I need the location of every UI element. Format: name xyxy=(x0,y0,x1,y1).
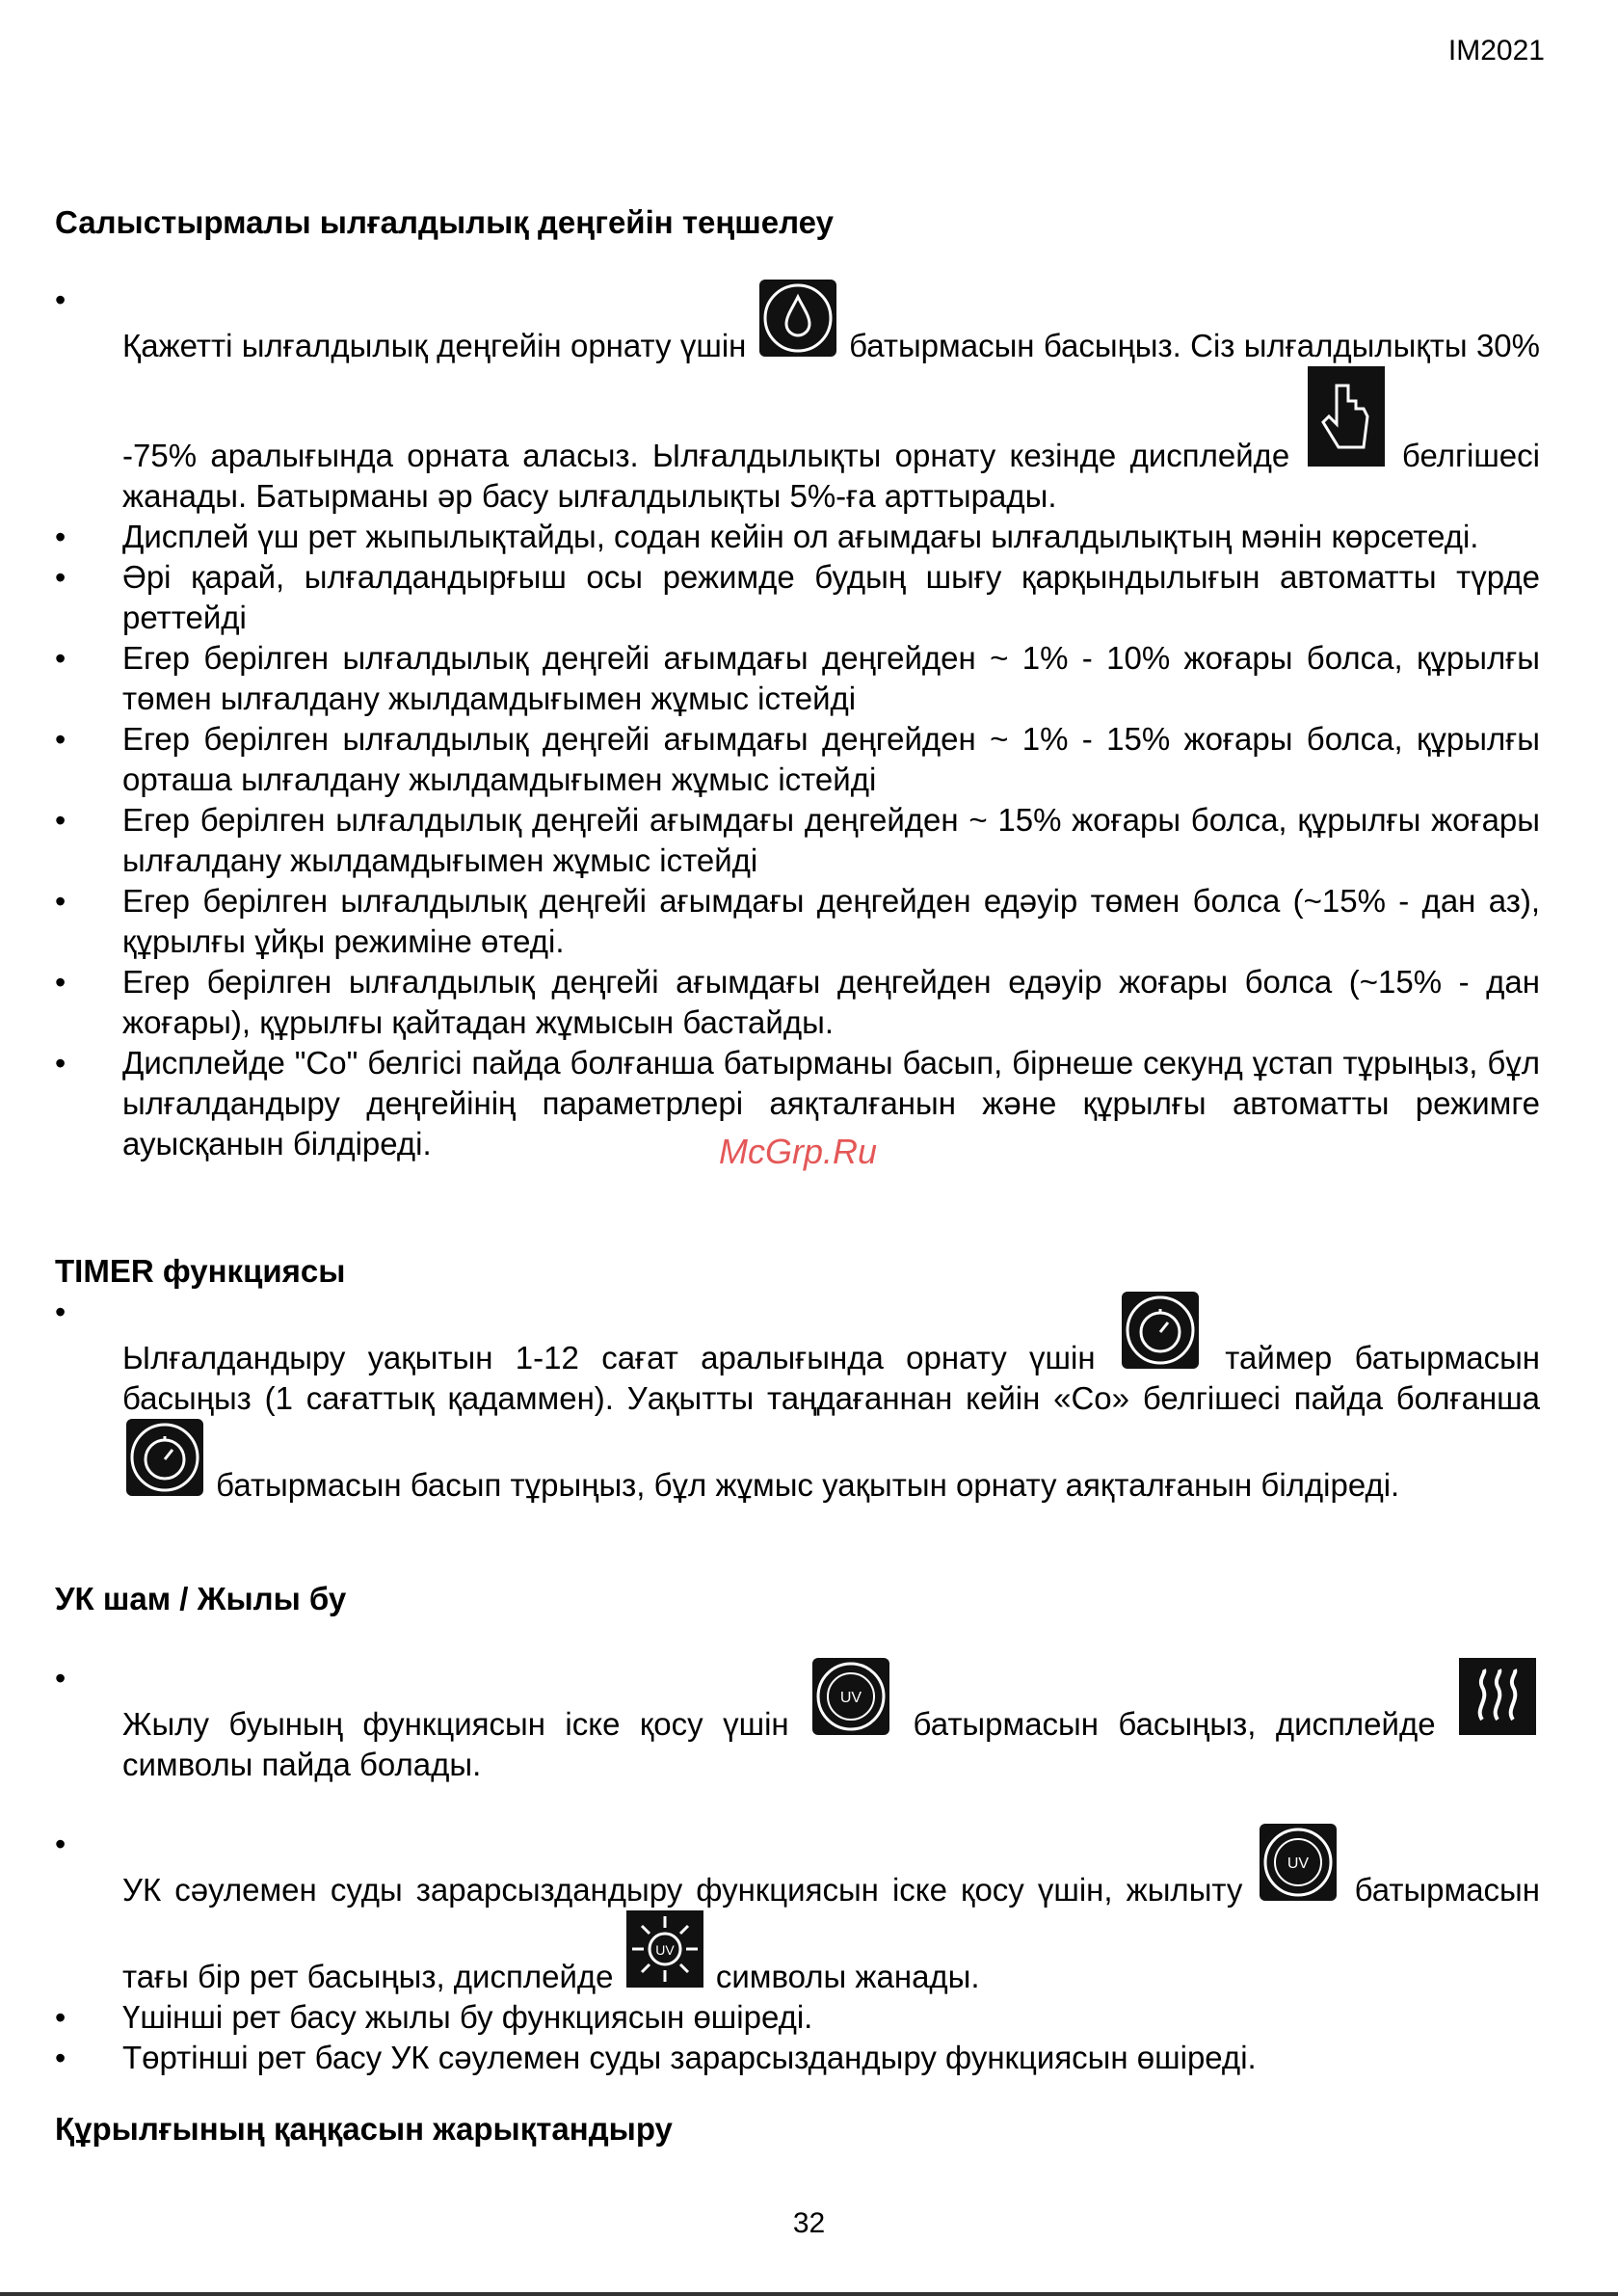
list-item: • Егер берілген ылғалдылық деңгейі ағымдағы деңгейден ~ 15% жоғары болса, құрылғы жоғары ылғалдану жылдамдығымен жұмыс істейді xyxy=(55,800,1540,881)
list-item: • Жылу буының функциясын іске қосу үшін UV батырмасын басыңыз, дисплейде символы пайда болады. xyxy=(55,1658,1540,1785)
list-item: • УК сәулемен суды зарарсыздандыру функциясын іске қосу үшін, жылыту UV батырмасын тағы бір рет басыңыз, дисплейде UV символы жанады. xyxy=(55,1824,1540,1997)
uv-heading: УК шам / Жылы бу xyxy=(55,1581,347,1616)
model-number: IM2021 xyxy=(1447,35,1545,67)
lighting-heading: Құрылғының қаңқасын жарықтандыру xyxy=(55,2111,673,2147)
humidity-section xyxy=(55,280,1540,1164)
list-item: • Үшінші рет басу жылы бу функциясын өшіреді. xyxy=(55,1997,1540,2038)
page-number: 32 xyxy=(792,2207,826,2239)
uv-button-icon xyxy=(1260,1824,1337,1901)
list-item: • Төртінші рет басу УК сәулемен суды зарарсыздандыру функциясын өшіреді. xyxy=(55,2038,1540,2078)
uv-section xyxy=(55,1658,1540,2078)
list-item: • Қажетті ылғалдылық деңгейін орнату үшін батырмасын басыңыз. Сіз ылғалдылықты 30% -75% аралығында орната аласыз. Ылғалдылықты орнату кезінде дисплейде белгішесі жанады. Батырманы әр басу ылғалдылықты 5%-ға арттырады. xyxy=(55,280,1540,517)
hand-pointer-icon xyxy=(1308,366,1385,467)
svg-text:UV: UV xyxy=(839,1690,862,1706)
droplet-button-icon xyxy=(759,280,836,357)
list-item: • Егер берілген ылғалдылық деңгейі ағымдағы деңгейден едәуір төмен болса (~15% - дан аз), құрылғы ұйқы режиміне өтеді. xyxy=(55,881,1540,962)
list-item: • Дисплейде "Co" белгісі пайда болғанша батырманы басып, бірнеше секунд ұстап тұрыңыз, бұл ылғалдандыру деңгейінің параметрлері аяқталғанын және құрылғы автоматты режимге ауысқанын білдіреді. xyxy=(55,1043,1540,1164)
footer-rule xyxy=(0,2292,1618,2296)
svg-text:UV: UV xyxy=(1287,1855,1310,1872)
timer-section xyxy=(55,1292,1540,1506)
list-item: • Егер берілген ылғалдылық деңгейі ағымдағы деңгейден ~ 1% - 10% жоғары болса, құрылғы төмен ылғалдану жылдамдығымен жұмыс істейді xyxy=(55,638,1540,719)
svg-text:UV: UV xyxy=(654,1942,675,1958)
list-item: • Егер берілген ылғалдылық деңгейі ағымдағы деңгейден едәуір жоғары болса (~15% - дан жоғары), құрылғы қайтадан жұмысын бастайды. xyxy=(55,962,1540,1043)
list-item: • Егер берілген ылғалдылық деңгейі ағымдағы деңгейден ~ 1% - 15% жоғары болса, құрылғы орташа ылғалдану жылдамдығымен жұмыс істейді xyxy=(55,719,1540,800)
warm-mist-icon xyxy=(1459,1658,1536,1735)
list-item: • Әрі қарай, ылғалдандырғыш осы режимде будың шығу қарқындылығын автоматты түрде реттейді xyxy=(55,557,1540,638)
watermark: McGrp.Ru xyxy=(719,1132,878,1171)
humidity-heading: Салыстырмалы ылғалдылық деңгейін теңшелеу xyxy=(55,204,834,240)
list-item: • Ылғалдандыру уақытын 1-12 сағат аралығында орнату үшін таймер батырмасын басыңыз (1 сағаттық қадаммен). Уақытты таңдағаннан кейін «Co» белгішесі пайда болғанша батырмасын басып тұрыңыз, бұл жұмыс уақытын орнату аяқталғанын білдіреді. xyxy=(55,1292,1540,1506)
uv-lamp-icon xyxy=(626,1910,703,1988)
timer-button-icon xyxy=(126,1419,203,1496)
uv-button-icon xyxy=(812,1658,889,1735)
timer-button-icon xyxy=(1122,1292,1199,1369)
timer-heading: TIMER функциясы xyxy=(55,1253,346,1289)
list-item: • Дисплей үш рет жыпылықтайды, содан кейін ол ағымдағы ылғалдылықтың мәнін көрсетеді. xyxy=(55,517,1540,557)
